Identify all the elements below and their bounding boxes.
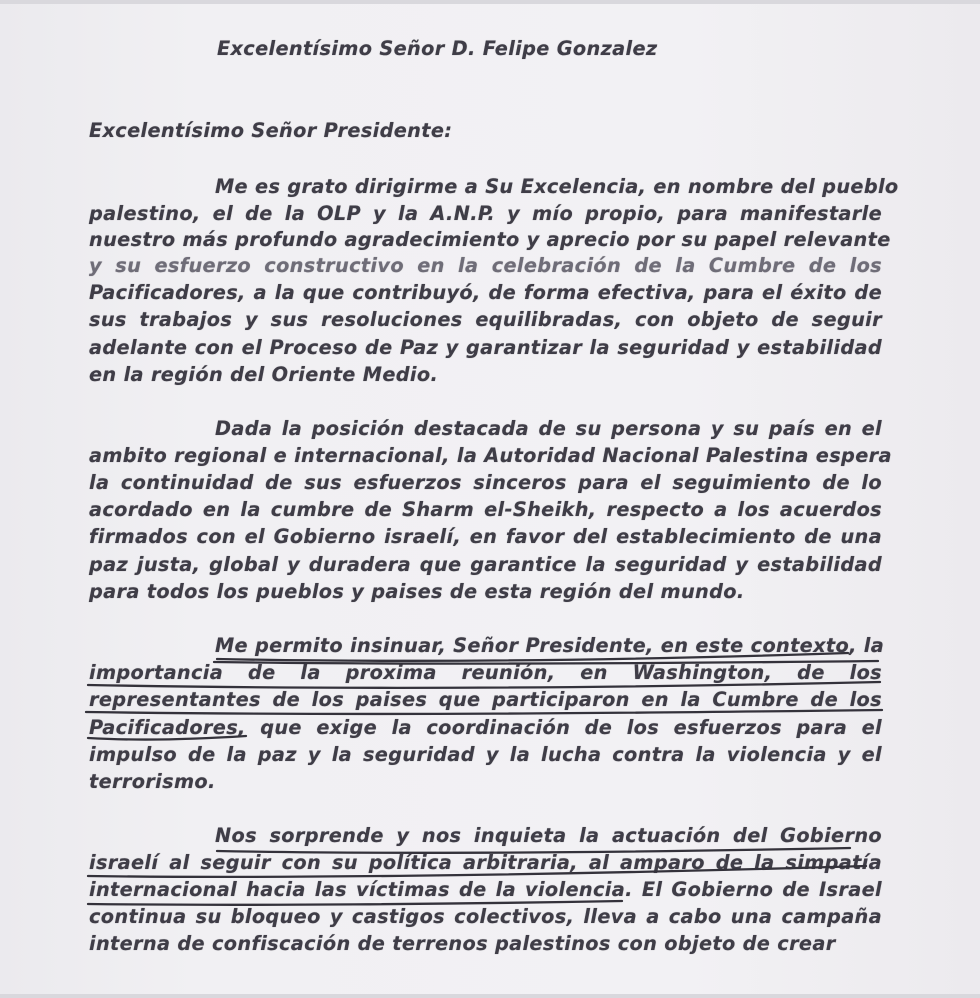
paragraph-3-line-5: impulso de la paz y la seguridad y la lucha contra la violencia y el bbox=[89, 743, 882, 766]
paragraph-2-line-7: para todos los pueblos y paises de esta región del mundo. bbox=[89, 580, 745, 603]
paragraph-3-line-4: Pacificadores, que exige la coordinación de los esfuerzos para el bbox=[89, 716, 882, 739]
paragraph-4-line-3: internacional hacia las víctimas de la violencia. El Gobierno de Israel bbox=[89, 878, 882, 901]
paragraph-3-line-3: representantes de los paises que participaron en la Cumbre de los bbox=[89, 688, 882, 711]
paragraph-1-line-7: adelante con el Proceso de Paz y garantizar la seguridad y estabilidad bbox=[89, 336, 882, 359]
letter-title: Excelentísimo Señor D. Felipe Gonzalez bbox=[217, 37, 658, 60]
paragraph-2-line-3: la continuidad de sus esfuerzos sinceros para el seguimiento de lo bbox=[89, 471, 882, 494]
paragraph-2-line-1: Dada la posición destacada de su persona y su país en el bbox=[215, 417, 882, 440]
paragraph-2-line-2: ambito regional e internacional, la Autoridad Nacional Palestina espera bbox=[89, 444, 892, 467]
paragraph-3-line-1: Me permito insinuar, Señor Presidente, en este contexto, la bbox=[215, 634, 885, 657]
paragraph-1-line-5: Pacificadores, a la que contribuyó, de forma efectiva, para el éxito de bbox=[89, 281, 882, 304]
paragraph-1-line-6: sus trabajos y sus resoluciones equilibradas, con objeto de seguir bbox=[89, 308, 882, 331]
paragraph-4-line-1: Nos sorprende y nos inquieta la actuación del Gobierno bbox=[215, 824, 882, 847]
paragraph-1-line-8: en la región del Oriente Medio. bbox=[89, 363, 439, 386]
paragraph-1-line-1: Me es grato dirigirme a Su Excelencia, en nombre del pueblo bbox=[215, 175, 899, 198]
paragraph-2-line-6: paz justa, global y duradera que garantice la seguridad y estabilidad bbox=[89, 553, 882, 576]
paragraph-4-line-4: continua su bloqueo y castigos colectivos, lleva a cabo una campaña bbox=[89, 905, 882, 928]
paragraph-2-line-5: firmados con el Gobierno israelí, en favor del establecimiento de una bbox=[89, 525, 882, 548]
paragraph-2-line-4: acordado en la cumbre de Sharm el-Sheikh, respecto a los acuerdos bbox=[89, 498, 882, 521]
paragraph-4-line-2: israelí al seguir con su política arbitraria, al amparo de la simpatía bbox=[89, 851, 882, 874]
paragraph-1-line-4: y su esfuerzo constructivo en la celebración de la Cumbre de los bbox=[89, 254, 882, 277]
paragraph-3-line-2: importancia de la proxima reunión, en Washington, de los bbox=[89, 661, 882, 684]
salutation: Excelentísimo Señor Presidente: bbox=[89, 119, 453, 142]
paragraph-1-line-2: palestino, el de la OLP y la A.N.P. y mío propio, para manifestarle bbox=[89, 202, 882, 225]
paragraph-3-line-6: terrorismo. bbox=[89, 770, 216, 793]
paragraph-4-line-5: interna de confiscación de terrenos palestinos con objeto de crear bbox=[89, 932, 836, 955]
paragraph-1-line-3: nuestro más profundo agradecimiento y aprecio por su papel relevante bbox=[89, 228, 891, 251]
